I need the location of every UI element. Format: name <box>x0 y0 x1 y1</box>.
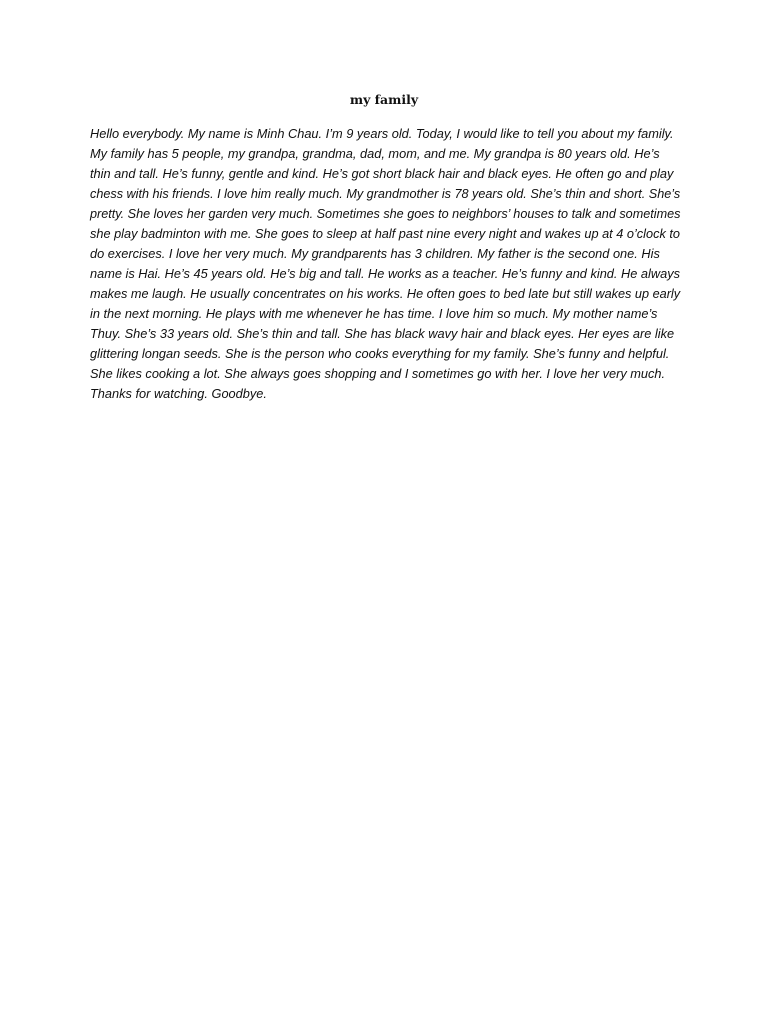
body-line: thin and tall. He’s funny, gentle and kind. He’s got short black hair and black eyes. He often go and play <box>90 166 674 181</box>
body-line: do exercises. I love her very much. My grandparents has 3 children. My father is the second one. His <box>90 246 660 261</box>
body-line: glittering longan seeds. She is the person who cooks everything for my family. She’s funny and helpful. <box>90 346 670 361</box>
document-title: my family <box>349 92 419 107</box>
body-line: she play badminton with me. She goes to sleep at half past nine every night and wakes up at 4 o’clock to <box>90 226 680 241</box>
body-line: My family has 5 people, my grandpa, grandma, dad, mom, and me. My grandpa is 80 years old. He’s <box>90 146 660 161</box>
body-line: name is Hai. He’s 45 years old. He’s big and tall. He works as a teacher. He’s funny and kind. He always <box>90 266 680 281</box>
document-body <box>90 124 690 404</box>
body-line: makes me laugh. He usually concentrates on his works. He often goes to bed late but still wakes up early <box>90 286 681 301</box>
body-line: Thuy. She’s 33 years old. She’s thin and tall. She has black wavy hair and black eyes. Her eyes are like <box>90 326 675 341</box>
body-line: She likes cooking a lot. She always goes shopping and I sometimes go with her. I love her very much. <box>90 366 666 381</box>
body-line: Hello everybody. My name is Minh Chau. I’m 9 years old. Today, I would like to tell you about my family. <box>90 126 674 141</box>
body-line: in the next morning. He plays with me whenever he has time. I love him so much. My mother name’s <box>90 306 658 321</box>
body-line: Thanks for watching. Goodbye. <box>90 386 267 401</box>
body-line: chess with his friends. I love him really much. My grandmother is 78 years old. She’s thin and short. She’s <box>90 186 681 201</box>
body-line: pretty. She loves her garden very much. Sometimes she goes to neighbors’ houses to talk and sometimes <box>90 206 681 221</box>
